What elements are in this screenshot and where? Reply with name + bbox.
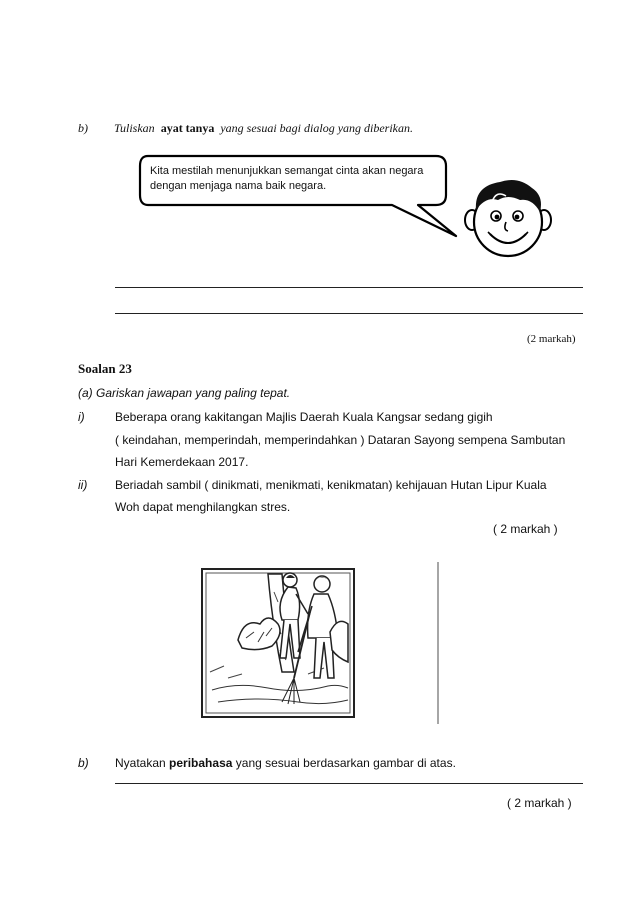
people-sweeping-illustration (198, 562, 444, 726)
answer-line-1[interactable] (115, 287, 583, 288)
instruction-post: yang sesuai bagi dialog yang diberikan. (220, 121, 414, 135)
bubble-text-line1: Kita mestilah menunjukkan semangat cinta akan negara (150, 165, 424, 177)
question-23-instruction: (a) Gariskan jawapan yang paling tepat. (78, 386, 291, 400)
item-ii-line1: Beriadah sambil ( dinikmati, menikmati, kenikmatan) kehijauan Hutan Lipur Kuala (115, 478, 547, 492)
answer-line-2[interactable] (115, 313, 583, 314)
item-i-line2: ( keindahan, memperindah, memperindahkan ) Dataran Sayong sempena Sambutan (115, 433, 566, 447)
question-b-label: b) (78, 121, 88, 135)
instruction-bold: ayat tanya (160, 121, 215, 135)
marks-23a: ( 2 markah ) (493, 522, 558, 536)
bubble-text-line2: dengan menjaga nama baik negara. (150, 180, 327, 192)
item-i-line1: Beberapa orang kakitangan Majlis Daerah Kuala Kangsar sedang gigih (115, 410, 493, 424)
b2-text-bold: peribahasa (169, 756, 233, 770)
item-i-line3: Hari Kemerdekaan 2017. (115, 455, 249, 469)
question-b2-text (115, 756, 456, 770)
marks-b2: ( 2 markah ) (507, 796, 572, 810)
instruction-pre: Tuliskan (114, 121, 155, 135)
question-b-instruction (114, 121, 413, 136)
marks-b1: (2 markah) (527, 333, 576, 345)
question-23-title: Soalan 23 (78, 361, 132, 376)
item-ii-label: ii) (78, 478, 88, 492)
item-i-label: i) (78, 410, 85, 424)
question-b2-label: b) (78, 756, 89, 770)
answer-line-3[interactable] (115, 783, 583, 784)
smiling-boy-face-illustration (462, 174, 554, 262)
b2-text-post: yang sesuai berdasarkan gambar di atas. (235, 756, 456, 770)
item-ii-line2: Woh dapat menghilangkan stres. (115, 500, 291, 514)
b2-text-pre: Nyatakan (115, 756, 166, 770)
